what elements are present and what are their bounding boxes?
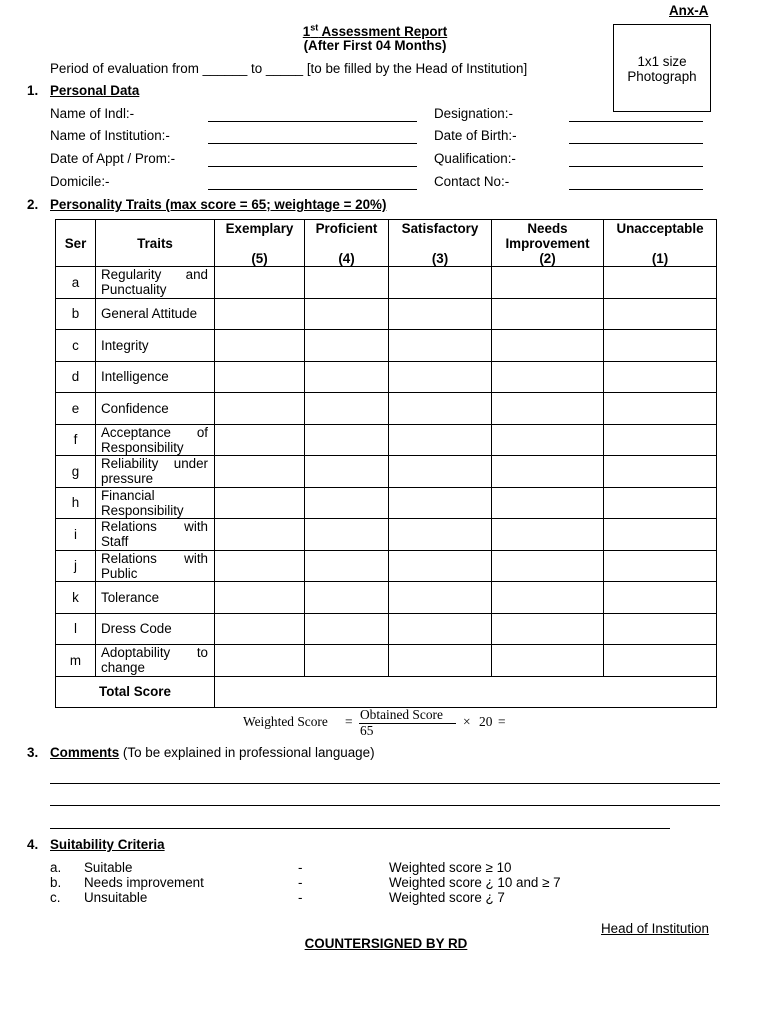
rating-cell[interactable]: [492, 550, 604, 582]
trait-row: [56, 424, 717, 456]
formula-numerator: Obtained Score: [360, 707, 443, 722]
total-score-row: [56, 676, 717, 707]
formula-eq: =: [345, 714, 353, 729]
trait-row: [56, 298, 717, 330]
rating-cell[interactable]: [492, 519, 604, 551]
trait-name: Relations with Public: [96, 550, 215, 582]
trait-name: Regularity and Punctuality: [96, 267, 215, 299]
section3-title: Comments: [50, 745, 120, 760]
section1-number: 1.: [27, 83, 39, 98]
rating-cell[interactable]: [305, 330, 389, 362]
domicile-field[interactable]: [208, 189, 417, 190]
trait-row: [56, 613, 717, 645]
rating-cell[interactable]: [215, 456, 305, 488]
trait-name: Relations with Staff: [96, 519, 215, 551]
rating-cell[interactable]: [305, 582, 389, 614]
traits-body: [56, 267, 717, 677]
section4-title: Suitability Criteria: [50, 837, 165, 852]
field-label-appt: Date of Appt / Prom:-: [50, 151, 176, 166]
rating-cell[interactable]: [215, 298, 305, 330]
field-label-domicile: Domicile:-: [50, 174, 110, 189]
col-header-exemplary: Exemplary (5): [215, 220, 305, 267]
formula-factor: 20: [479, 714, 493, 729]
rating-cell[interactable]: [305, 519, 389, 551]
trait-ser: b: [56, 298, 96, 330]
field-label-contact: Contact No:-: [434, 174, 510, 189]
trait-ser: f: [56, 424, 96, 456]
rating-cell[interactable]: [305, 645, 389, 677]
contact-field[interactable]: [569, 189, 703, 190]
rating-cell[interactable]: [389, 613, 492, 645]
rating-cell[interactable]: [305, 424, 389, 456]
criteria-dash: -: [298, 875, 303, 890]
trait-ser: m: [56, 645, 96, 677]
rating-cell[interactable]: [215, 582, 305, 614]
col-header-traits: Traits: [96, 220, 215, 267]
rating-cell[interactable]: [305, 456, 389, 488]
rating-cell[interactable]: [389, 298, 492, 330]
trait-ser: d: [56, 361, 96, 393]
trait-name: Acceptance of Responsibility: [96, 424, 215, 456]
rating-cell[interactable]: [215, 645, 305, 677]
col-header-unacceptable: Unacceptable (1): [604, 220, 717, 267]
criteria-letter: b.: [50, 875, 62, 890]
trait-name: General Attitude: [96, 298, 215, 330]
signature-label: Head of Institution: [601, 921, 709, 936]
rating-cell[interactable]: [389, 361, 492, 393]
comment-line-1[interactable]: [50, 783, 720, 784]
rating-cell[interactable]: [305, 298, 389, 330]
criteria-label: Suitable: [84, 860, 133, 875]
criteria-dash: -: [298, 890, 303, 905]
rating-cell[interactable]: [389, 550, 492, 582]
trait-ser: e: [56, 393, 96, 425]
rating-cell[interactable]: [492, 582, 604, 614]
rating-cell[interactable]: [604, 582, 717, 614]
trait-row: [56, 519, 717, 551]
field-label-name: Name of Indl:-: [50, 106, 135, 121]
rating-cell[interactable]: [305, 550, 389, 582]
trait-name: Financial Responsibility: [96, 487, 215, 519]
rating-cell[interactable]: [604, 298, 717, 330]
col-header-satisfactory: Satisfactory (3): [389, 220, 492, 267]
rating-cell[interactable]: [305, 613, 389, 645]
rating-cell[interactable]: [604, 330, 717, 362]
photo-line1: 1x1 size: [637, 54, 687, 69]
rating-cell[interactable]: [604, 267, 717, 299]
rating-cell[interactable]: [604, 613, 717, 645]
trait-row: [56, 487, 717, 519]
trait-name: Intelligence: [96, 361, 215, 393]
total-score-label: Total Score: [56, 676, 215, 707]
period-text: Period of evaluation from ______ to _____ [to be filled by the Head of Institution]: [50, 61, 528, 76]
rating-cell[interactable]: [492, 487, 604, 519]
qualification-field[interactable]: [569, 166, 703, 167]
trait-ser: l: [56, 613, 96, 645]
photo-line2: Photograph: [627, 69, 697, 84]
trait-row: [56, 267, 717, 299]
rating-cell[interactable]: [215, 613, 305, 645]
rating-cell[interactable]: [215, 519, 305, 551]
rating-cell[interactable]: [389, 267, 492, 299]
trait-ser: g: [56, 456, 96, 488]
rating-cell[interactable]: [604, 393, 717, 425]
col-header-ser: Ser: [56, 220, 96, 267]
rating-cell[interactable]: [492, 330, 604, 362]
trait-name: Integrity: [96, 330, 215, 362]
rating-cell[interactable]: [389, 519, 492, 551]
rating-cell[interactable]: [492, 645, 604, 677]
rating-cell[interactable]: [604, 519, 717, 551]
title-sup: st: [310, 23, 319, 33]
rating-cell[interactable]: [389, 487, 492, 519]
criteria-label: Unsuitable: [84, 890, 148, 905]
trait-row: [56, 582, 717, 614]
rating-cell[interactable]: [305, 393, 389, 425]
rating-cell[interactable]: [389, 645, 492, 677]
rating-cell[interactable]: [215, 550, 305, 582]
section2-title: Personality Traits (max score = 65; weightage = 20%): [50, 197, 387, 212]
rating-cell[interactable]: [215, 393, 305, 425]
trait-name: Adoptability to change: [96, 645, 215, 677]
institution-field[interactable]: [208, 143, 417, 144]
trait-name: Reliability under pressure: [96, 456, 215, 488]
rating-cell[interactable]: [215, 424, 305, 456]
rating-cell[interactable]: [215, 267, 305, 299]
formula-fraction-bar: [359, 723, 456, 724]
trait-row: [56, 550, 717, 582]
section4-number: 4.: [27, 837, 39, 852]
rating-cell[interactable]: [305, 267, 389, 299]
designation-field[interactable]: [569, 121, 703, 122]
name-field[interactable]: [208, 121, 417, 122]
title-main: Assessment Report: [318, 24, 448, 40]
section3-note: (To be explained in professional language): [119, 745, 375, 760]
trait-name: Confidence: [96, 393, 215, 425]
rating-cell[interactable]: [492, 393, 604, 425]
field-label-dob: Date of Birth:-: [434, 128, 517, 143]
rating-cell[interactable]: [492, 424, 604, 456]
trait-ser: h: [56, 487, 96, 519]
rating-cell[interactable]: [604, 424, 717, 456]
rating-cell[interactable]: [305, 487, 389, 519]
section3-heading: [50, 745, 375, 760]
criteria-label: Needs improvement: [84, 875, 204, 890]
rating-cell[interactable]: [492, 456, 604, 488]
dob-field[interactable]: [569, 143, 703, 144]
rating-cell[interactable]: [389, 456, 492, 488]
field-label-qualification: Qualification:-: [434, 151, 516, 166]
trait-row: [56, 330, 717, 362]
countersigned-label: COUNTERSIGNED BY RD: [304, 936, 468, 951]
rating-cell[interactable]: [389, 330, 492, 362]
appt-field[interactable]: [208, 166, 417, 167]
criteria-letter: c.: [50, 890, 61, 905]
photo-box[interactable]: [613, 24, 711, 112]
criteria-dash: -: [298, 860, 303, 875]
page-subtitle: (After First 04 Months): [303, 38, 447, 53]
formula-eq2: =: [498, 714, 506, 729]
trait-row: [56, 361, 717, 393]
rating-cell[interactable]: [604, 487, 717, 519]
rating-cell[interactable]: [604, 550, 717, 582]
rating-cell[interactable]: [492, 298, 604, 330]
traits-table: [55, 219, 717, 708]
rating-cell[interactable]: [492, 267, 604, 299]
col-header-needs-improvement: Needs Improvement (2): [492, 220, 604, 267]
trait-ser: i: [56, 519, 96, 551]
rating-cell[interactable]: [604, 361, 717, 393]
field-label-designation: Designation:-: [434, 106, 513, 121]
comment-line-3[interactable]: [50, 828, 670, 829]
trait-row: [56, 645, 717, 677]
trait-row: [56, 456, 717, 488]
section2-number: 2.: [27, 197, 39, 212]
rating-cell[interactable]: [604, 456, 717, 488]
rating-cell[interactable]: [492, 613, 604, 645]
trait-name: Tolerance: [96, 582, 215, 614]
annex-label: Anx-A: [669, 3, 709, 18]
rating-cell[interactable]: [389, 424, 492, 456]
formula-lhs: Weighted Score: [243, 714, 328, 729]
traits-header-row: [56, 220, 717, 267]
trait-name: Dress Code: [96, 613, 215, 645]
trait-ser: a: [56, 267, 96, 299]
trait-ser: j: [56, 550, 96, 582]
formula-times: ×: [463, 714, 471, 729]
rating-cell[interactable]: [389, 582, 492, 614]
criteria-rule: Weighted score ≥ 10: [389, 860, 512, 875]
rating-cell[interactable]: [215, 361, 305, 393]
rating-cell[interactable]: [215, 487, 305, 519]
formula-denominator: 65: [360, 723, 374, 738]
rating-cell[interactable]: [215, 330, 305, 362]
field-label-institution: Name of Institution:-: [50, 128, 170, 143]
section1-title: Personal Data: [50, 83, 140, 98]
trait-ser: c: [56, 330, 96, 362]
total-score-cell[interactable]: [215, 676, 717, 707]
trait-row: [56, 393, 717, 425]
rating-cell[interactable]: [604, 645, 717, 677]
comment-line-2[interactable]: [50, 805, 720, 806]
col-header-proficient: Proficient (4): [305, 220, 389, 267]
criteria-rule: Weighted score ¿ 10 and ≥ 7: [389, 875, 561, 890]
section3-number: 3.: [27, 745, 39, 760]
criteria-rule: Weighted score ¿ 7: [389, 890, 505, 905]
rating-cell[interactable]: [305, 361, 389, 393]
rating-cell[interactable]: [492, 361, 604, 393]
title-ordinal: 1: [302, 24, 311, 40]
rating-cell[interactable]: [389, 393, 492, 425]
trait-ser: k: [56, 582, 96, 614]
criteria-letter: a.: [50, 860, 62, 875]
page-title: [260, 23, 490, 39]
